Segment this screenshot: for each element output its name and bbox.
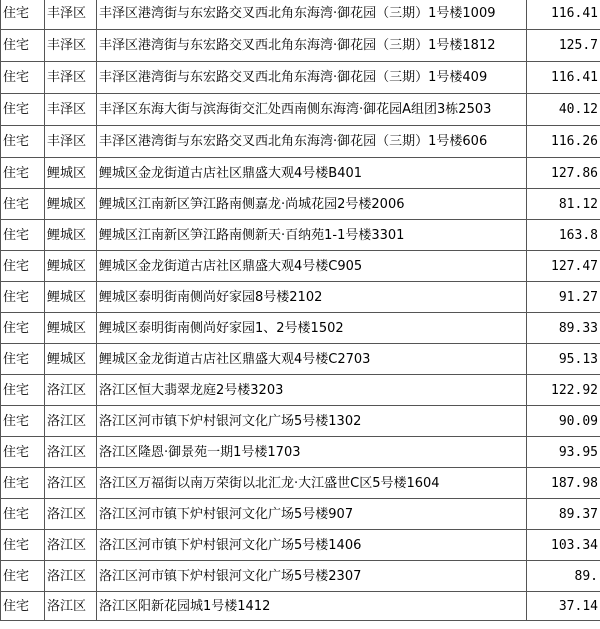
address-cell: 洛江区恒大翡翠龙庭2号楼3203: [97, 375, 527, 406]
type-cell: 住宅: [1, 282, 45, 313]
area-cell: 122.92: [527, 375, 600, 406]
table-row: [1, 375, 600, 406]
area-cell: 125.7: [527, 30, 600, 62]
type-cell: 住宅: [1, 126, 45, 158]
address-cell: 丰泽区港湾街与东宏路交叉西北角东海湾·御花园（三期）1号楼1009: [97, 0, 527, 30]
type-cell: 住宅: [1, 592, 45, 621]
type-cell: 住宅: [1, 62, 45, 94]
district-cell: 鲤城区: [45, 251, 97, 282]
district-cell: 鲤城区: [45, 158, 97, 189]
table-row: [1, 0, 600, 30]
table-row: [1, 592, 600, 621]
district-cell: 洛江区: [45, 530, 97, 561]
area-cell: 187.98: [527, 468, 600, 499]
district-cell: 鲤城区: [45, 189, 97, 220]
address-cell: 洛江区河市镇下炉村银河文化广场5号楼1302: [97, 406, 527, 437]
address-cell: 鲤城区泰明街南侧尚好家园1、2号楼1502: [97, 313, 527, 344]
district-cell: 洛江区: [45, 406, 97, 437]
address-cell: 洛江区河市镇下炉村银河文化广场5号楼1406: [97, 530, 527, 561]
type-cell: 住宅: [1, 220, 45, 251]
area-cell: 90.09: [527, 406, 600, 437]
type-cell: 住宅: [1, 0, 45, 30]
type-cell: 住宅: [1, 251, 45, 282]
address-cell: 鲤城区金龙街道古店社区鼎盛大观4号楼C905: [97, 251, 527, 282]
table-row: [1, 344, 600, 375]
district-cell: 丰泽区: [45, 94, 97, 126]
district-cell: 洛江区: [45, 437, 97, 468]
address-cell: 丰泽区东海大街与滨海街交汇处西南侧东海湾·御花园A组团3栋2503: [97, 94, 527, 126]
district-cell: 丰泽区: [45, 30, 97, 62]
area-cell: 93.95: [527, 437, 600, 468]
address-cell: 鲤城区金龙街道古店社区鼎盛大观4号楼C2703: [97, 344, 527, 375]
district-cell: 洛江区: [45, 592, 97, 621]
district-cell: 洛江区: [45, 499, 97, 530]
type-cell: 住宅: [1, 561, 45, 592]
type-cell: 住宅: [1, 499, 45, 530]
address-cell: 鲤城区江南新区笋江路南侧嘉龙·尚城花园2号楼2006: [97, 189, 527, 220]
table-body: [1, 0, 600, 621]
area-cell: 116.41: [527, 62, 600, 94]
area-cell: 91.27: [527, 282, 600, 313]
area-cell: 81.12: [527, 189, 600, 220]
area-cell: 127.86: [527, 158, 600, 189]
table-row: [1, 94, 600, 126]
district-cell: 鲤城区: [45, 344, 97, 375]
table-row: [1, 220, 600, 251]
district-cell: 鲤城区: [45, 220, 97, 251]
type-cell: 住宅: [1, 437, 45, 468]
district-cell: 丰泽区: [45, 62, 97, 94]
table-row: [1, 126, 600, 158]
address-cell: 丰泽区港湾街与东宏路交叉西北角东海湾·御花园（三期）1号楼1812: [97, 30, 527, 62]
district-cell: 鲤城区: [45, 282, 97, 313]
type-cell: 住宅: [1, 313, 45, 344]
table-row: [1, 158, 600, 189]
type-cell: 住宅: [1, 530, 45, 561]
address-cell: 洛江区万福街以南万荣街以北汇龙·大江盛世C区5号楼1604: [97, 468, 527, 499]
address-cell: 洛江区河市镇下炉村银河文化广场5号楼2307: [97, 561, 527, 592]
address-cell: 鲤城区金龙街道古店社区鼎盛大观4号楼B401: [97, 158, 527, 189]
type-cell: 住宅: [1, 344, 45, 375]
area-cell: 89.: [527, 561, 600, 592]
area-cell: 95.13: [527, 344, 600, 375]
area-cell: 163.8: [527, 220, 600, 251]
table-row: [1, 406, 600, 437]
type-cell: 住宅: [1, 375, 45, 406]
type-cell: 住宅: [1, 189, 45, 220]
district-cell: 洛江区: [45, 468, 97, 499]
district-cell: 丰泽区: [45, 126, 97, 158]
address-cell: 丰泽区港湾街与东宏路交叉西北角东海湾·御花园（三期）1号楼606: [97, 126, 527, 158]
area-cell: 103.34: [527, 530, 600, 561]
table-row: [1, 62, 600, 94]
table-row: [1, 313, 600, 344]
area-cell: 37.14: [527, 592, 600, 621]
address-cell: 丰泽区港湾街与东宏路交叉西北角东海湾·御花园（三期）1号楼409: [97, 62, 527, 94]
area-cell: 116.41: [527, 0, 600, 30]
district-cell: 丰泽区: [45, 0, 97, 30]
address-cell: 鲤城区江南新区笋江路南侧新天·百纳苑1-1号楼3301: [97, 220, 527, 251]
type-cell: 住宅: [1, 158, 45, 189]
district-cell: 鲤城区: [45, 313, 97, 344]
type-cell: 住宅: [1, 94, 45, 126]
type-cell: 住宅: [1, 406, 45, 437]
address-cell: 洛江区阳新花园城1号楼1412: [97, 592, 527, 621]
area-cell: 40.12: [527, 94, 600, 126]
area-cell: 127.47: [527, 251, 600, 282]
table-row: [1, 437, 600, 468]
district-cell: 洛江区: [45, 375, 97, 406]
address-cell: 鲤城区泰明街南侧尚好家园8号楼2102: [97, 282, 527, 313]
table-row: [1, 530, 600, 561]
table-row: [1, 189, 600, 220]
table-row: [1, 561, 600, 592]
address-cell: 洛江区隆恩·御景苑一期1号楼1703: [97, 437, 527, 468]
address-cell: 洛江区河市镇下炉村银河文化广场5号楼907: [97, 499, 527, 530]
area-cell: 89.37: [527, 499, 600, 530]
type-cell: 住宅: [1, 468, 45, 499]
area-cell: 116.26: [527, 126, 600, 158]
table-row: [1, 499, 600, 530]
table-row: [1, 282, 600, 313]
district-cell: 洛江区: [45, 561, 97, 592]
table-row: [1, 30, 600, 62]
table-row: [1, 251, 600, 282]
area-cell: 89.33: [527, 313, 600, 344]
type-cell: 住宅: [1, 30, 45, 62]
table-row: [1, 468, 600, 499]
